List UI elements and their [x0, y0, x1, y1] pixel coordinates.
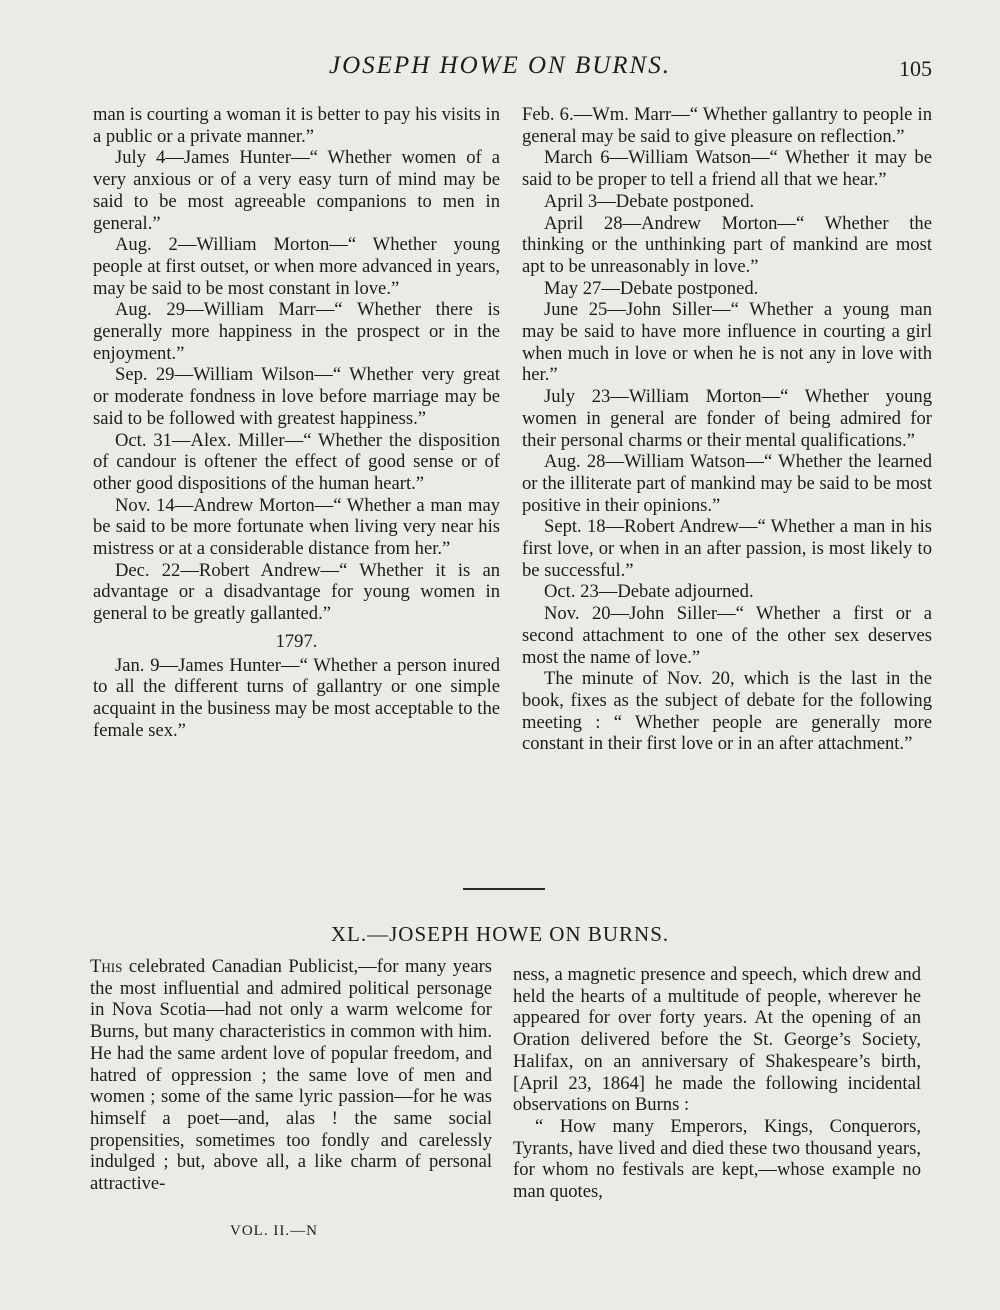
- closing-note: The minute of Nov. 20, which is the last in the book, fixes as the subject of debate for the following meeting : “ Whether people are generally more constant in their first love or in an after attachment.”: [522, 668, 932, 755]
- debate-entry: Sep. 29—William Wilson—“ Whether very great or moderate fondness in love before marriage may be said to be followed with greatest happiness.”: [93, 364, 500, 429]
- signature-mark: VOL. II.—N: [230, 1223, 318, 1239]
- opening-word: This: [90, 956, 123, 977]
- debate-entry: Jan. 9—James Hunter—“ Whether a person inured to all the different turns of gallantry or one simple acquaint in the business may be most acceptable to the female sex.”: [93, 654, 500, 741]
- debate-entry: Aug. 28—William Watson—“ Whether the learned or the illiterate part of mankind may be said to be most positive in their opinions.”: [522, 451, 932, 516]
- article-paragraph: ness, a magnetic presence and speech, which drew and held the hearts of a multitude of people, wherever he appeared for over forty years. At the opening of an Oration delivered before the St. George’s Society, Halifax, on an anniversary of Shakespeare’s birth, [April 23, 1864] he made the following incidental observations on Burns :: [513, 964, 921, 1116]
- debate-entry: May 27—Debate postponed.: [544, 277, 759, 299]
- running-title: JOSEPH HOWE ON BURNS.: [329, 52, 671, 79]
- page-number: 105: [899, 56, 932, 81]
- left-column-top: [93, 104, 500, 741]
- debate-entry: June 25—John Siller—“ Whether a young man may be said to have more influence in courting a girl when much in love or when he is not any in love with her.”: [522, 299, 932, 386]
- debate-entry: Oct. 23—Debate adjourned.: [544, 581, 754, 603]
- debate-entry: March 6—William Watson—“ Whether it may be said to be proper to tell a friend all that we hear.”: [522, 147, 932, 191]
- debate-entry: April 28—Andrew Morton—“ Whether the thinking or the unthinking part of mankind are most apt to be unreasonably in love.”: [522, 212, 932, 277]
- debate-entry: Aug. 2—William Morton—“ Whether young people at first outset, or when more advanced in years, may be said to be most constant in love.”: [93, 234, 500, 299]
- debate-entry: July 23—William Morton—“ Whether young women in general are fonder of being admired for their personal charms or their mental qualifications.”: [522, 386, 932, 451]
- debate-entry: Aug. 29—William Marr—“ Whether there is generally more happiness in the prospect or in the enjoyment.”: [93, 299, 500, 364]
- running-head: [0, 52, 1000, 88]
- year-heading: 1797.: [275, 630, 318, 652]
- debate-entry: April 3—Debate postponed.: [544, 190, 755, 212]
- debate-entry: Oct. 31—Alex. Miller—“ Whether the disposition of candour is oftener the effect of good sense or of other good dispositions of the human heart.”: [93, 429, 500, 494]
- article-text: celebrated Canadian Publicist,—for many years the most influential and admired political personage in Nova Scotia—had not only a warm welcome for Burns, but many characteristics in common with him. He had the same ardent love of popular freedom, and hatred of oppression ; the same love of men and women ; some of the same lyric passion—for he was himself a poet—and, alas ! the same social propensities, sometimes too fondly and carelessly indulged ; but, above all, a like charm of personal attractive-: [90, 956, 492, 1195]
- article-paragraph: [90, 956, 492, 1195]
- section-divider: [463, 888, 545, 890]
- debate-entry: July 4—James Hunter—“ Whether women of a very anxious or of a very easy turn of mind may be said to be most agreeable companions to men in general.”: [93, 147, 500, 234]
- section-heading: XL.—JOSEPH HOWE ON BURNS.: [330, 922, 670, 946]
- article-right-column: [513, 964, 921, 1203]
- debate-entry: Feb. 6.—Wm. Marr—“ Whether gallantry to people in general may be said to give pleasure on reflection.”: [522, 104, 932, 147]
- debate-entry: Dec. 22—Robert Andrew—“ Whether it is an advantage or a disadvantage for young women in general to be greatly gallanted.”: [93, 559, 500, 625]
- debate-entry: man is courting a woman it is better to pay his visits in a public or a private manner.”: [93, 104, 500, 147]
- quotation-paragraph: “ How many Emperors, Kings, Conquerors, Tyrants, have lived and died these two thousand years, for whom no festivals are kept,—whose example no man quotes,: [513, 1115, 921, 1203]
- article-left-column: [90, 956, 492, 1195]
- debate-entry: Nov. 20—John Siller—“ Whether a first or a second attachment to one of the other sex deserves most the name of love.”: [522, 603, 932, 668]
- right-column-top: [522, 104, 932, 755]
- debate-entry: Sept. 18—Robert Andrew—“ Whether a man in his first love, or when in an after passion, is most likely to be successful.”: [522, 516, 932, 581]
- debate-entry: Nov. 14—Andrew Morton—“ Whether a man may be said to be more fortunate when living very near his mistress or at a considerable distance from her.”: [93, 494, 500, 560]
